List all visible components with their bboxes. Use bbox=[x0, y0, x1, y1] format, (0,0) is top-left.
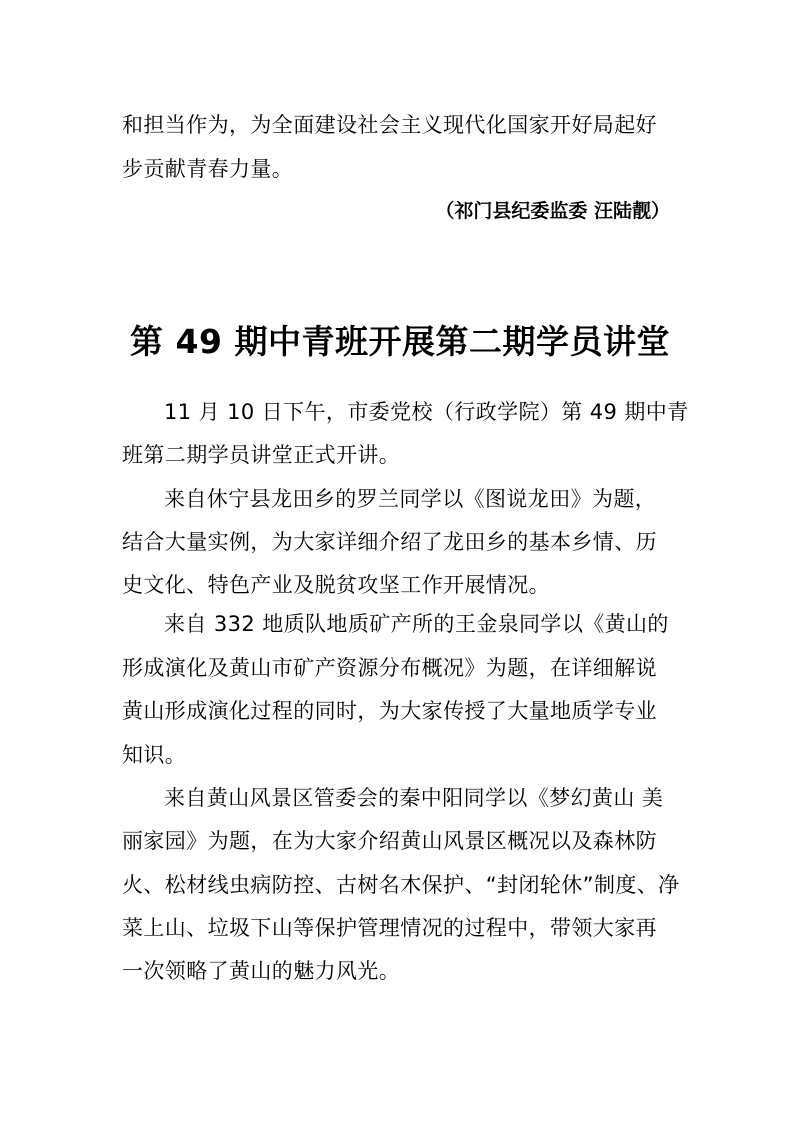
paragraph-line: 史文化、特色产业及脱贫攻坚工作开展情况。 bbox=[122, 573, 550, 597]
paragraph-line: 菜上山、垃圾下山等保护管理情况的过程中，带领大家再 bbox=[122, 916, 657, 940]
prev-article-line: 步贡献青春力量。 bbox=[122, 157, 294, 181]
prev-article-line: 和担当作为，为全面建设社会主义现代化国家开好局起好 bbox=[122, 113, 657, 137]
paragraph-line: 一次领略了黄山的魅力风光。 bbox=[122, 959, 401, 983]
paragraph-line: 形成演化及黄山市矿产资源分布概况》为题，在详细解说 bbox=[122, 656, 657, 680]
paragraph-line: 来自黄山风景区管委会的秦中阳同学以《梦幻黄山 美 bbox=[164, 786, 664, 810]
paragraph-line: 知识。 bbox=[122, 743, 187, 767]
author-signature: （祁门县纪委监委 汪陆靓） bbox=[435, 200, 670, 222]
paragraph-line: 来自休宁县龙田乡的罗兰同学以《图说龙田》为题， bbox=[164, 487, 657, 511]
paragraph-line: 班第二期学员讲堂正式开讲。 bbox=[122, 443, 401, 467]
article-title: 第 49 期中青班开展第二期学员讲堂 bbox=[130, 322, 670, 361]
paragraph-line: 火、松材线虫病防控、古树名木保护、“封闭轮休”制度、净 bbox=[122, 873, 680, 897]
paragraph-line: 11 月 10 日下午，市委党校（行政学院）第 49 期中青 bbox=[164, 400, 689, 424]
paragraph-line: 来自 332 地质队地质矿产所的王金泉同学以《黄山的 bbox=[164, 612, 669, 636]
paragraph-line: 黄山形成演化过程的同时，为大家传授了大量地质学专业 bbox=[122, 699, 657, 723]
paragraph-line: 丽家园》为题，在为大家介绍黄山风景区概况以及森林防 bbox=[122, 829, 657, 853]
paragraph-line: 结合大量实例，为大家详细介绍了龙田乡的基本乡情、历 bbox=[122, 530, 657, 554]
